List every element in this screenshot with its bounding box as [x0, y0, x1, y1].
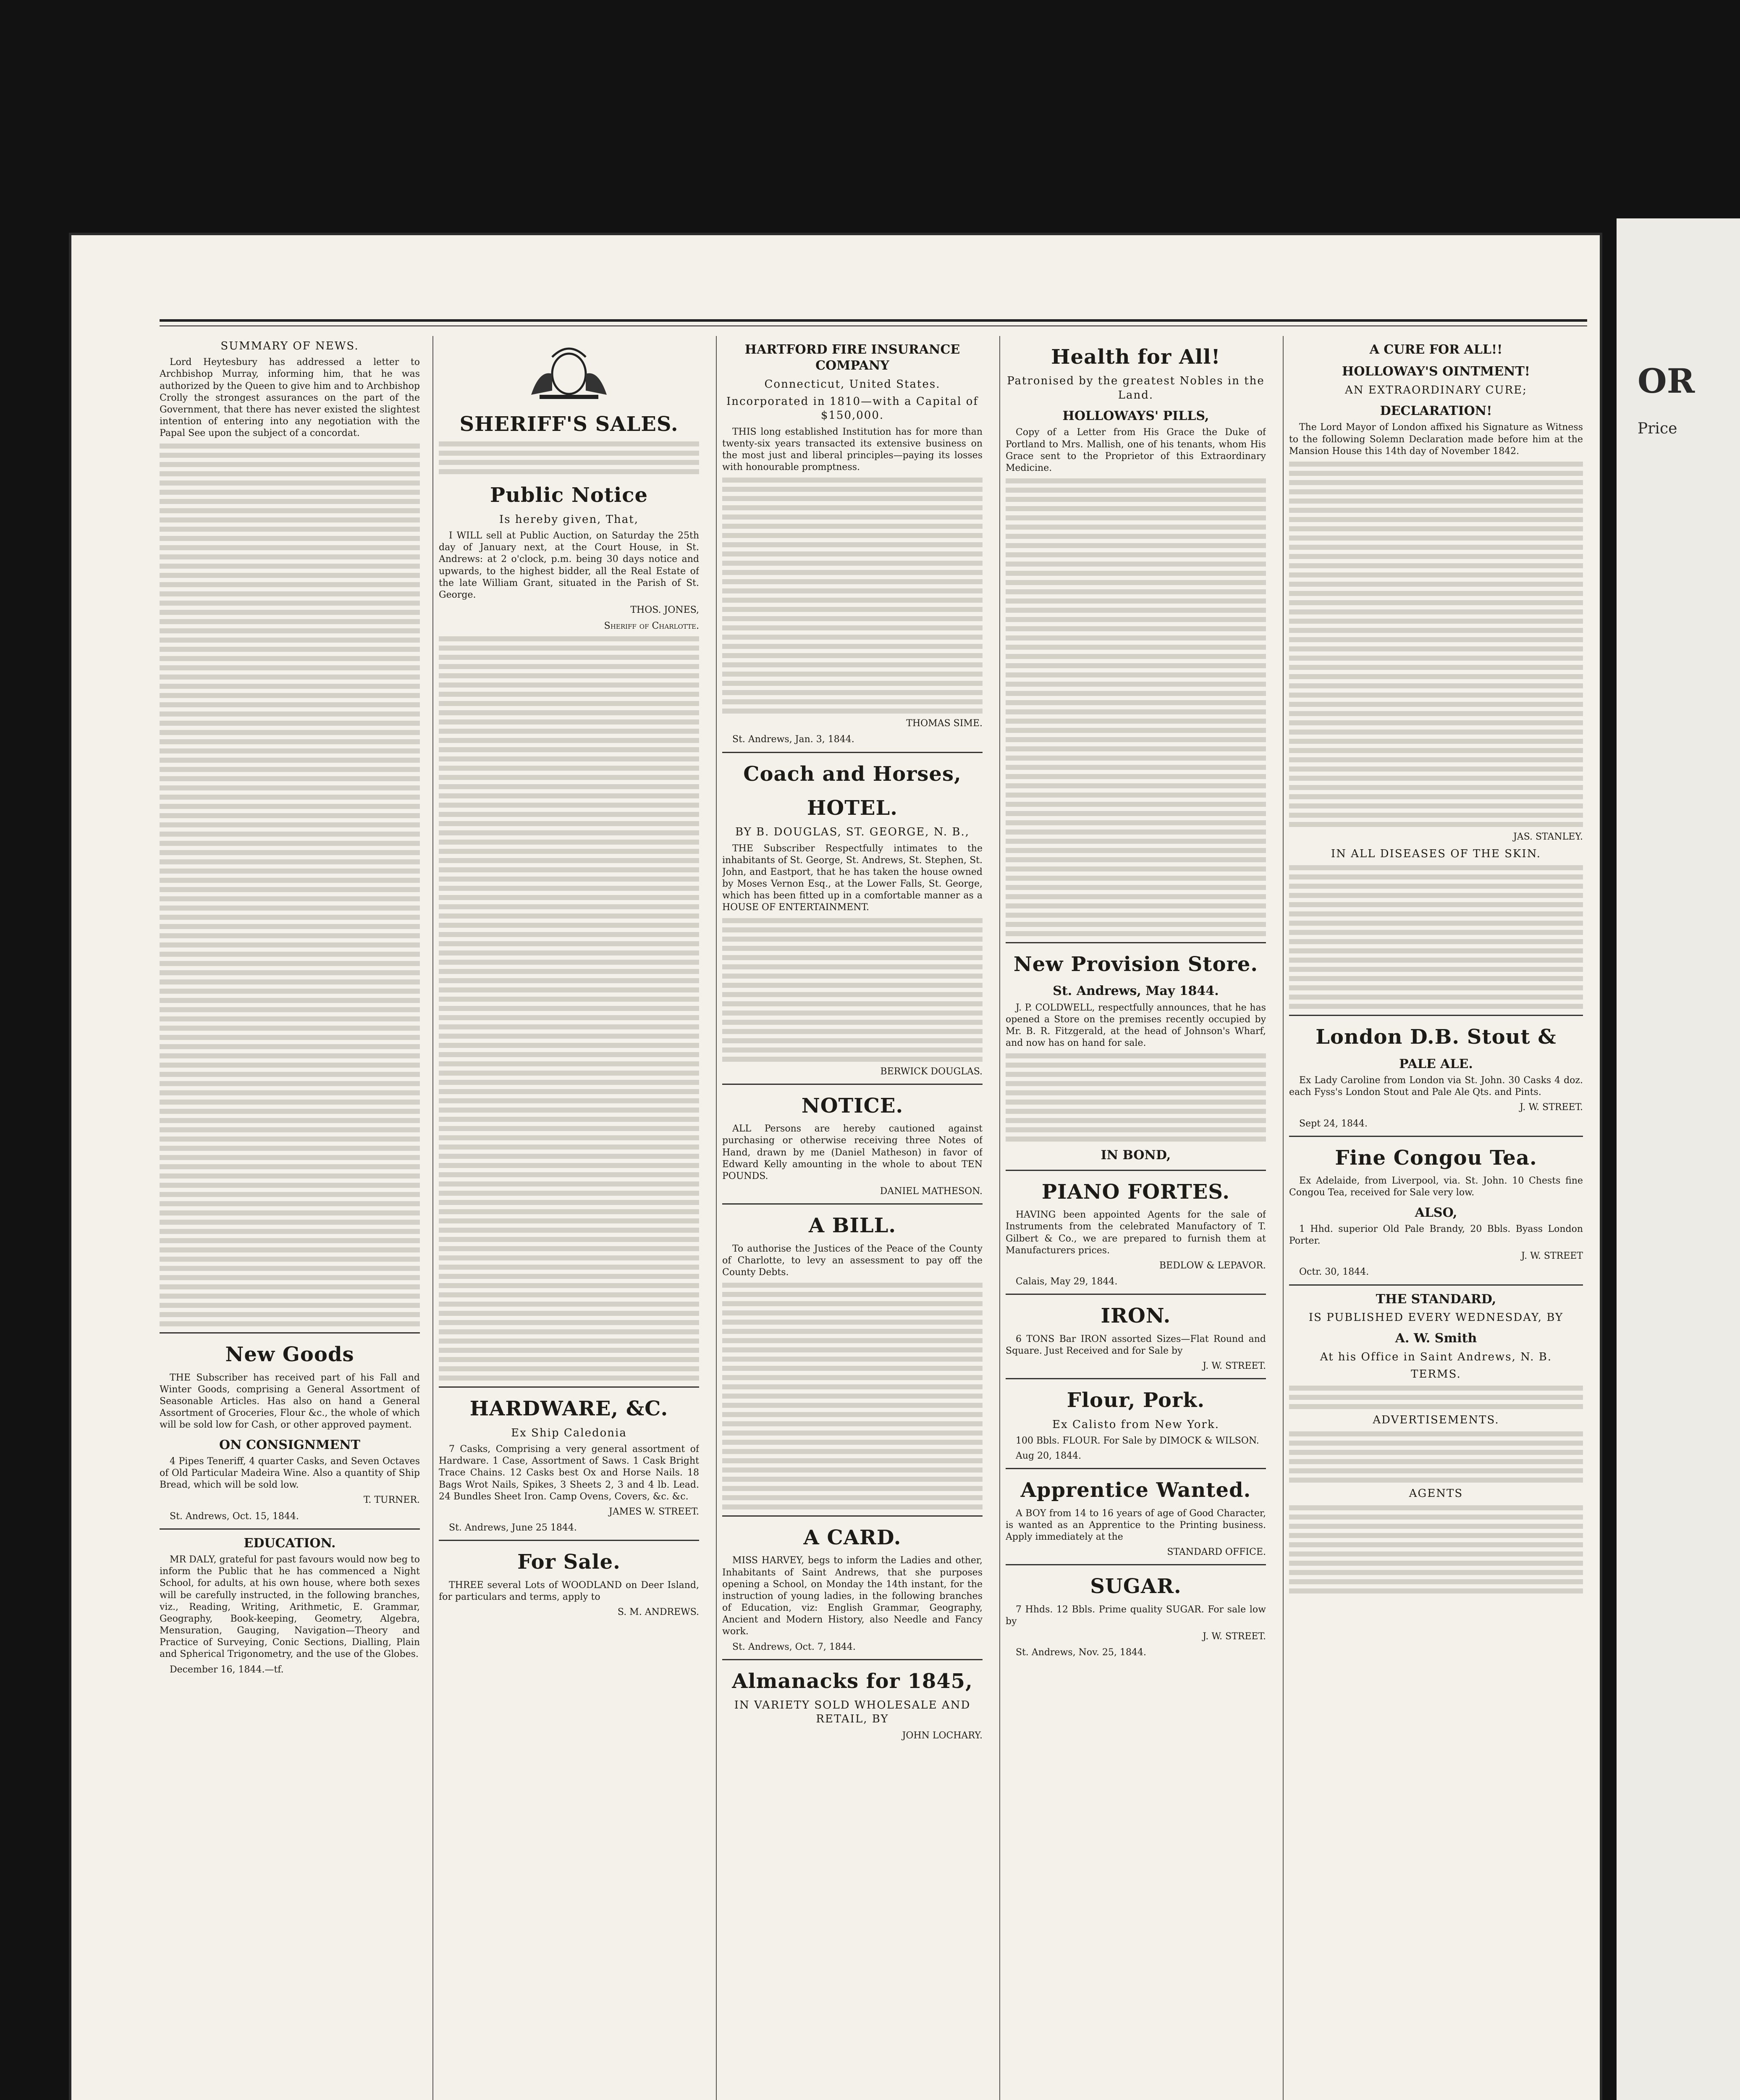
column-divider — [432, 336, 433, 2100]
sheriff-title: Sheriff of Charlotte. — [604, 621, 699, 632]
standard-subtitle: IS PUBLISHED EVERY WEDNESDAY, BY — [1308, 1311, 1564, 1324]
text-block — [722, 1283, 983, 1509]
column-3 — [722, 336, 983, 2100]
text-block — [1289, 1386, 1583, 1409]
hartford-text: THIS long established Institution has for more than twenty-six years transacted its extensive business on the most just and liberal principles—paying its losses with honourable promptness. — [722, 426, 983, 473]
adjacent-page-price: Price — [1638, 420, 1677, 437]
piano-date: Calais, May 29, 1844. — [1016, 1276, 1118, 1287]
stout-date: Sept 24, 1844. — [1299, 1118, 1368, 1129]
hardware-signature: JAMES W. STREET. — [609, 1506, 699, 1517]
public-notice-text: I WILL sell at Public Auction, on Saturday the 25th day of January next, at the Court House, in St. Andrews: at 2 o'clock, p.m. being 30 days notice and upwards, to the highest bidder, all the Real Estate of the late William Grant, situated in the Parish of St. George. — [439, 530, 699, 600]
text-block — [1289, 462, 1583, 827]
education-text: MR DALY, grateful for past favours would now beg to inform the Public that he has commenced a Night School, for adults, at his own house, where both sexes will be carefully instructed, in the following branches, viz., Reading, Writing, Arithmetic, E. Grammar, Geography, Book-keeping, Geometry, Algebra, Mensuration, Gauging, Navigation—Theory and Practice of Surveying, Conic Sections, Dialling, Plain and Spherical Trigonometry, and the use of the Globes. — [160, 1554, 420, 1660]
apprentice-signature: STANDARD OFFICE. — [1167, 1547, 1266, 1558]
section-rule — [1006, 1468, 1266, 1469]
sheriff-signature: THOS. JONES, — [630, 605, 699, 616]
hartford-date: St. Andrews, Jan. 3, 1844. — [732, 734, 854, 745]
almanacks-title: Almanacks for 1845, — [732, 1669, 973, 1693]
bill-title: A BILL. — [808, 1214, 896, 1238]
declaration-text: The Lord Mayor of London affixed his Signature as Witness to the following Solemn Declaration made before him at the Mansion House this 14th day of November 1842. — [1289, 422, 1583, 457]
agents-title: AGENTS — [1409, 1487, 1463, 1500]
hotel-subtitle: BY B. DOUGLAS, ST. GEORGE, N. B., — [735, 826, 970, 839]
text-block — [1289, 865, 1583, 1009]
summary-lead: Lord Heytesbury has addressed a letter to Archbishop Murray, informing him, that he was authorized by the Queen to give him and to Archbishop Crolly the strongest assurances on the part of the Government, that there has never existed the slightest intention of entering into any negotiation with the Papal See upon the subject of a concordat. — [160, 357, 420, 439]
also-date: Octr. 30, 1844. — [1299, 1267, 1369, 1278]
piano-text: HAVING been appointed Agents for the sale of Instruments from the celebrated Manufactory of T. Gilbert & Co., we are prepared to furnish them at Manufacturers prices. — [1006, 1210, 1266, 1256]
text-block — [439, 636, 699, 1381]
sugar-signature: J. W. STREET. — [1203, 1631, 1266, 1642]
ale-title: PALE ALE. — [1399, 1056, 1473, 1071]
health-subtitle: Patronised by the greatest Nobles in the Land. — [1007, 375, 1265, 402]
section-rule — [1006, 942, 1266, 943]
stout-text: Ex Lady Caroline from London via St. John. 30 Casks 4 doz. each Fyss's London Stout and Pale Ale Qts. and Pints. — [1289, 1075, 1583, 1098]
consignment-text: 4 Pipes Teneriff, 4 quarter Casks, and Seven Octaves of Old Particular Madeira Wine. Also a quantity of Ship Bread, which will be sold low. — [160, 1456, 420, 1491]
sugar-date: St. Andrews, Nov. 25, 1844. — [1016, 1647, 1146, 1658]
in-bond-title: IN BOND, — [1101, 1148, 1171, 1163]
section-rule — [160, 1528, 420, 1530]
text-block — [1006, 478, 1266, 936]
card-text: MISS HARVEY, begs to inform the Ladies and other, Inhabitants of Saint Andrews, that she purposes opening a School, on Monday the 14th instant, for the instruction of young ladies, in the following branches of Education, viz: English Grammar, Geography, Ancient and Modern History, also Needle and Fancy work. — [722, 1555, 983, 1637]
section-rule — [722, 1084, 983, 1085]
section-rule — [722, 1515, 983, 1517]
text-block — [439, 441, 699, 474]
card-title: A CARD. — [803, 1526, 901, 1550]
ointment-subtitle: AN EXTRAORDINARY CURE; — [1345, 383, 1527, 396]
section-rule — [722, 1659, 983, 1660]
also-signature: J. W. STREET — [1521, 1251, 1583, 1262]
notice-signature: DANIEL MATHESON. — [880, 1186, 983, 1197]
sheriff-sales-title: SHERIFF'S SALES. — [459, 412, 679, 436]
text-block — [1289, 1431, 1583, 1483]
column-5 — [1289, 336, 1583, 2100]
health-brand: HOLLOWAYS' PILLS, — [1062, 408, 1209, 423]
hartford-subtitle: Connecticut, United States. — [764, 378, 941, 391]
text-block — [722, 918, 983, 1062]
education-date: December 16, 1844.—tf. — [170, 1664, 284, 1675]
section-rule — [160, 1332, 420, 1334]
for-sale-text: THREE several Lots of WOODLAND on Deer Island, for particulars and terms, apply to — [439, 1580, 699, 1602]
royal-arms-icon — [523, 340, 615, 403]
provision-subtitle: St. Andrews, May 1844. — [1053, 984, 1219, 999]
hotel-title-1: Coach and Horses, — [743, 762, 962, 786]
hartford-capital: Incorporated in 1810—with a Capital of $150,000. — [726, 395, 979, 422]
education-title: EDUCATION. — [244, 1536, 336, 1551]
flour-date: Aug 20, 1844. — [1016, 1450, 1082, 1461]
stout-signature: J. W. STREET. — [1520, 1102, 1583, 1113]
notice-title: NOTICE. — [801, 1094, 904, 1118]
standard-title: THE STANDARD, — [1376, 1292, 1496, 1307]
ointment-title: HOLLOWAY'S OINTMENT! — [1342, 364, 1530, 379]
summary-title: SUMMARY OF NEWS. — [220, 340, 359, 352]
health-text: Copy of a Letter from His Grace the Duke of Portland to Mrs. Mallish, one of his tenants, whom His Grace sent to the Proprietor of this Extraordinary Medicine. — [1006, 427, 1266, 473]
section-rule — [1006, 1294, 1266, 1295]
hartford-signature: THOMAS SIME. — [906, 718, 983, 729]
cure-title: A CURE FOR ALL!! — [1369, 342, 1503, 357]
iron-signature: J. W. STREET. — [1203, 1360, 1266, 1371]
provision-text: J. P. COLDWELL, respectfully announces, that he has opened a Store on the premises recently occupied by Mr. B. R. Fitzgerald, at the head of Johnson's Wharf, and now has on hand for sale. — [1006, 1002, 1266, 1049]
declaration-signature: JAS. STANLEY. — [1513, 831, 1583, 842]
sugar-text: 7 Hhds. 12 Bbls. Prime quality SUGAR. For sale low by — [1006, 1604, 1266, 1627]
column-4 — [1006, 336, 1266, 2100]
hardware-title: HARDWARE, &C. — [469, 1397, 668, 1421]
section-rule — [1289, 1136, 1583, 1137]
standard-office: At his Office in Saint Andrews, N. B. — [1320, 1350, 1552, 1363]
hotel-title-2: HOTEL. — [807, 796, 898, 820]
new-goods-title: New Goods — [225, 1343, 354, 1367]
declaration-title: DECLARATION! — [1380, 404, 1492, 419]
flour-subtitle: Ex Calisto from New York. — [1052, 1418, 1219, 1431]
card-date: St. Andrews, Oct. 7, 1844. — [732, 1641, 856, 1652]
section-rule — [439, 1540, 699, 1541]
stout-title: London D.B. Stout & — [1315, 1025, 1557, 1049]
skin-title: IN ALL DISEASES OF THE SKIN. — [1331, 848, 1541, 861]
consignment-title: ON CONSIGNMENT — [219, 1437, 360, 1452]
piano-title: PIANO FORTES. — [1041, 1180, 1230, 1204]
section-rule — [722, 1203, 983, 1205]
standard-publisher: A. W. Smith — [1395, 1331, 1477, 1346]
apprentice-text: A BOY from 14 to 16 years of age of Good Character, is wanted as an Apprentice to the Printing business. Apply immediately at the — [1006, 1508, 1266, 1542]
almanacks-signature: JOHN LOCHARY. — [902, 1730, 983, 1741]
adjacent-page-masthead: OR — [1638, 361, 1695, 401]
text-block — [1006, 1053, 1266, 1142]
health-title: Health for All! — [1051, 345, 1221, 369]
public-notice-subtitle: Is hereby given, That, — [499, 513, 639, 526]
for-sale-signature: S. M. ANDREWS. — [617, 1606, 699, 1617]
flour-title: Flour, Pork. — [1067, 1389, 1205, 1412]
section-rule — [1006, 1170, 1266, 1171]
hotel-signature: BERWICK DOUGLAS. — [880, 1066, 983, 1077]
tea-title: Fine Congou Tea. — [1335, 1146, 1537, 1170]
section-rule — [1289, 1015, 1583, 1016]
hotel-text: THE Subscriber Respectfully intimates to the inhabitants of St. George, St. Andrews, St. Stephen, St. John, and Eastport, that he has taken the house owned by Moses Vernon Esq., at the Lower Falls, St. George, which has been fitted up in a comfortable manner as a HOUSE OF ENTERTAINMENT. — [722, 843, 983, 913]
notice-text: ALL Persons are hereby cautioned against purchasing or otherwise receiving three Notes of Hand, drawn by me (Daniel Matheson) in favor of Edward Kelly amounting in the whole to about TEN POUNDS. — [722, 1124, 983, 1181]
adjacent-page-edge — [1617, 218, 1740, 2100]
hardware-text: 7 Casks, Comprising a very general assortment of Hardware. 1 Case, Assortment of Saws. 1 Cask Bright Trace Chains. 12 Casks best Ox and Horse Nails. 18 Bags Wrot Nails, Spikes, 3 Sheets 2, 3 and 4 lb. Lead. 24 Bundles Sheet Iron. Camp Ovens, Covers, &c. &c. — [439, 1444, 699, 1502]
standard-terms: TERMS. — [1411, 1368, 1461, 1381]
column-divider — [999, 336, 1000, 2100]
iron-title: IRON. — [1101, 1304, 1171, 1328]
column-1 — [160, 336, 420, 2100]
column-2 — [439, 336, 699, 2100]
almanacks-subtitle: IN VARIETY SOLD WHOLESALE AND RETAIL, BY — [734, 1699, 971, 1726]
section-rule — [439, 1386, 699, 1388]
text-block — [160, 444, 420, 1326]
piano-signature: BEDLOW & LEPAVOR. — [1159, 1260, 1266, 1271]
section-rule — [1006, 1378, 1266, 1379]
iron-text: 6 TONS Bar IRON assorted Sizes—Flat Round and Square. Just Received and for Sale by — [1006, 1334, 1266, 1356]
consignment-date: St. Andrews, Oct. 15, 1844. — [170, 1511, 299, 1522]
also-text: 1 Hhd. superior Old Pale Brandy, 20 Bbls. Byass London Porter. — [1289, 1223, 1583, 1247]
tea-text: Ex Adelaide, from Liverpool, via. St. John. 10 Chests fine Congou Tea, received for Sale very low. — [1289, 1176, 1583, 1198]
provision-title: New Provision Store. — [1013, 952, 1258, 976]
public-notice-title: Public Notice — [490, 483, 648, 507]
standard-ads: ADVERTISEMENTS. — [1373, 1414, 1499, 1427]
text-block — [722, 478, 983, 714]
top-rule — [160, 319, 1587, 322]
section-rule — [1006, 1564, 1266, 1565]
for-sale-title: For Sale. — [517, 1550, 621, 1574]
flour-text: 100 Bbls. FLOUR. For Sale by DIMOCK & WILSON. — [1016, 1435, 1259, 1446]
section-rule — [722, 752, 983, 753]
also-title: ALSO, — [1415, 1205, 1457, 1220]
hardware-subtitle: Ex Ship Caledonia — [511, 1426, 627, 1439]
hartford-title: HARTFORD FIRE INSURANCE COMPANY — [744, 342, 960, 373]
column-divider — [716, 336, 717, 2100]
apprentice-title: Apprentice Wanted. — [1020, 1478, 1251, 1502]
text-block — [1289, 1505, 1583, 1593]
bill-text: To authorise the Justices of the Peace of the County of Charlotte, to levy an assessment to pay off the County Debts. — [722, 1243, 983, 1278]
consignment-signature: T. TURNER. — [363, 1495, 420, 1506]
column-divider — [1283, 336, 1284, 2100]
new-goods-text: THE Subscriber has received part of his Fall and Winter Goods, comprising a General Assortment of Seasonable Articles. Has also on hand a General Assortment of Groceries, Flour &c., the whole of which will be sold low for Cash, or other approved payment. — [160, 1372, 420, 1431]
sugar-title: SUGAR. — [1090, 1575, 1182, 1599]
hardware-date: St. Andrews, June 25 1844. — [449, 1522, 577, 1533]
section-rule — [1289, 1284, 1583, 1286]
